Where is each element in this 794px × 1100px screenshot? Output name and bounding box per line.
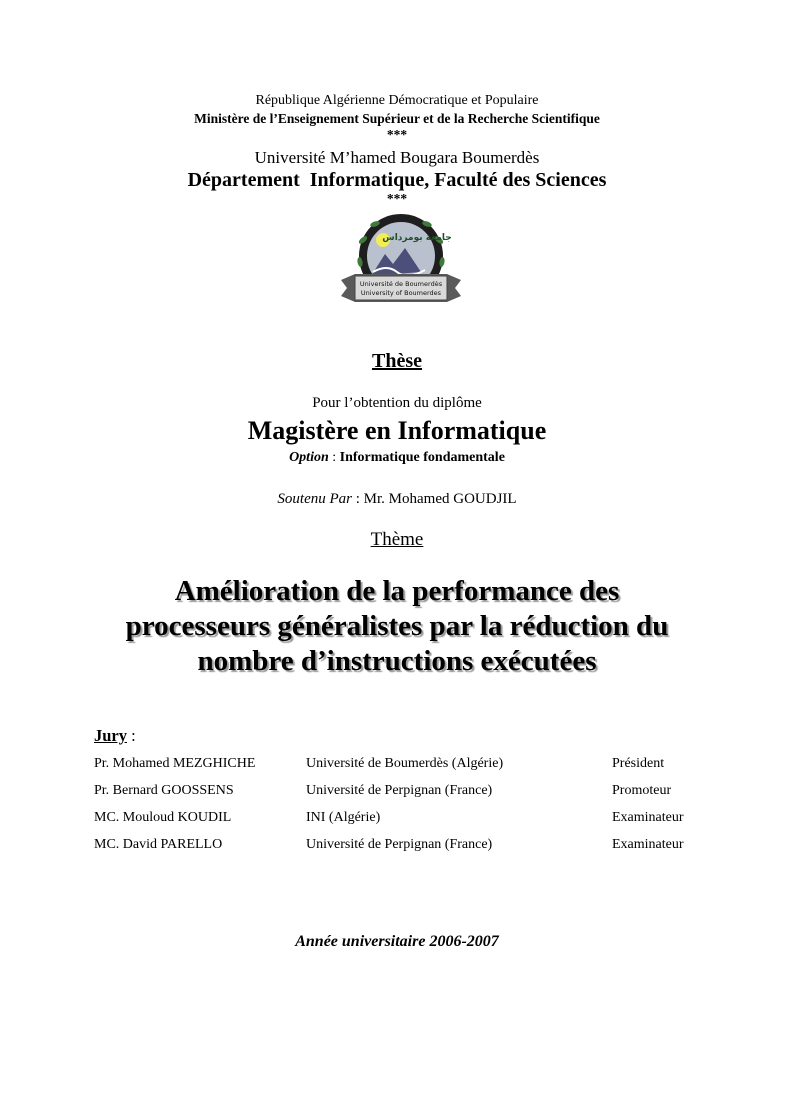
option-value: Informatique fondamentale bbox=[339, 450, 505, 465]
option-label: Option bbox=[289, 450, 329, 465]
thesis-type bbox=[0, 350, 794, 373]
separator-2: *** bbox=[386, 191, 408, 206]
theme-heading bbox=[0, 529, 794, 551]
defended-sep: : bbox=[352, 491, 364, 507]
jury-label: Jury bbox=[94, 726, 127, 745]
theme-label: Thème bbox=[370, 529, 424, 550]
jury-member-name: Pr. Mohamed MEZGHICHE bbox=[94, 756, 256, 771]
university-line: Université M’hamed Bougara Boumerdès bbox=[254, 148, 540, 167]
logo-arabic-text: جامعة بومرداس bbox=[382, 233, 452, 243]
jury-heading bbox=[94, 726, 136, 746]
jury-member-role: Examinateur bbox=[612, 837, 684, 852]
defended-line bbox=[0, 491, 794, 508]
defended-value: Mr. Mohamed GOUDJIL bbox=[363, 491, 517, 507]
republic-line: République Algérienne Démocratique et Populaire bbox=[255, 93, 539, 108]
jury-member-affiliation: Université de Perpignan (France) bbox=[306, 837, 493, 852]
ministry-line: Ministère de l’Enseignement Supérieur et de la Recherche Scientifique bbox=[194, 111, 600, 126]
degree-title: Magistère en Informatique bbox=[247, 416, 547, 445]
separator-1: *** bbox=[386, 127, 408, 142]
thesis-title-line-3: nombre d’instructions exécutées bbox=[197, 645, 597, 677]
jury-member-affiliation: Université de Boumerdès (Algérie) bbox=[306, 756, 504, 771]
thesis-title-line-1: Amélioration de la performance des bbox=[174, 575, 620, 607]
thesis-title-line-2: processeurs généralistes par la réduction du bbox=[125, 610, 669, 642]
jury-member-role: Promoteur bbox=[612, 783, 672, 798]
department-line: Département Informatique, Faculté des Sciences bbox=[187, 169, 607, 191]
jury-member-affiliation: INI (Algérie) bbox=[306, 810, 381, 825]
jury-member-name: Pr. Bernard GOOSSENS bbox=[94, 783, 234, 798]
logo-banner-en: University of Boumerdes bbox=[360, 289, 442, 297]
academic-year: Année universitaire 2006-2007 bbox=[295, 933, 499, 950]
jury-member-name: MC. David PARELLO bbox=[94, 837, 223, 852]
jury-member-role: Examinateur bbox=[612, 810, 684, 825]
jury-label-suffix: : bbox=[127, 726, 136, 745]
defended-label: Soutenu Par bbox=[277, 491, 352, 507]
jury-member-affiliation: Université de Perpignan (France) bbox=[306, 783, 493, 798]
jury-member-role: Président bbox=[612, 756, 665, 771]
jury-member-name: MC. Mouloud KOUDIL bbox=[94, 810, 232, 825]
thesis-type-label: Thèse bbox=[372, 350, 422, 372]
university-logo bbox=[335, 212, 467, 310]
option-line bbox=[0, 450, 794, 466]
purpose-line: Pour l’obtention du diplôme bbox=[312, 395, 482, 411]
option-sep: : bbox=[328, 450, 340, 465]
thesis-title bbox=[0, 574, 794, 679]
logo-banner-fr: Université de Boumerdès bbox=[359, 280, 443, 288]
